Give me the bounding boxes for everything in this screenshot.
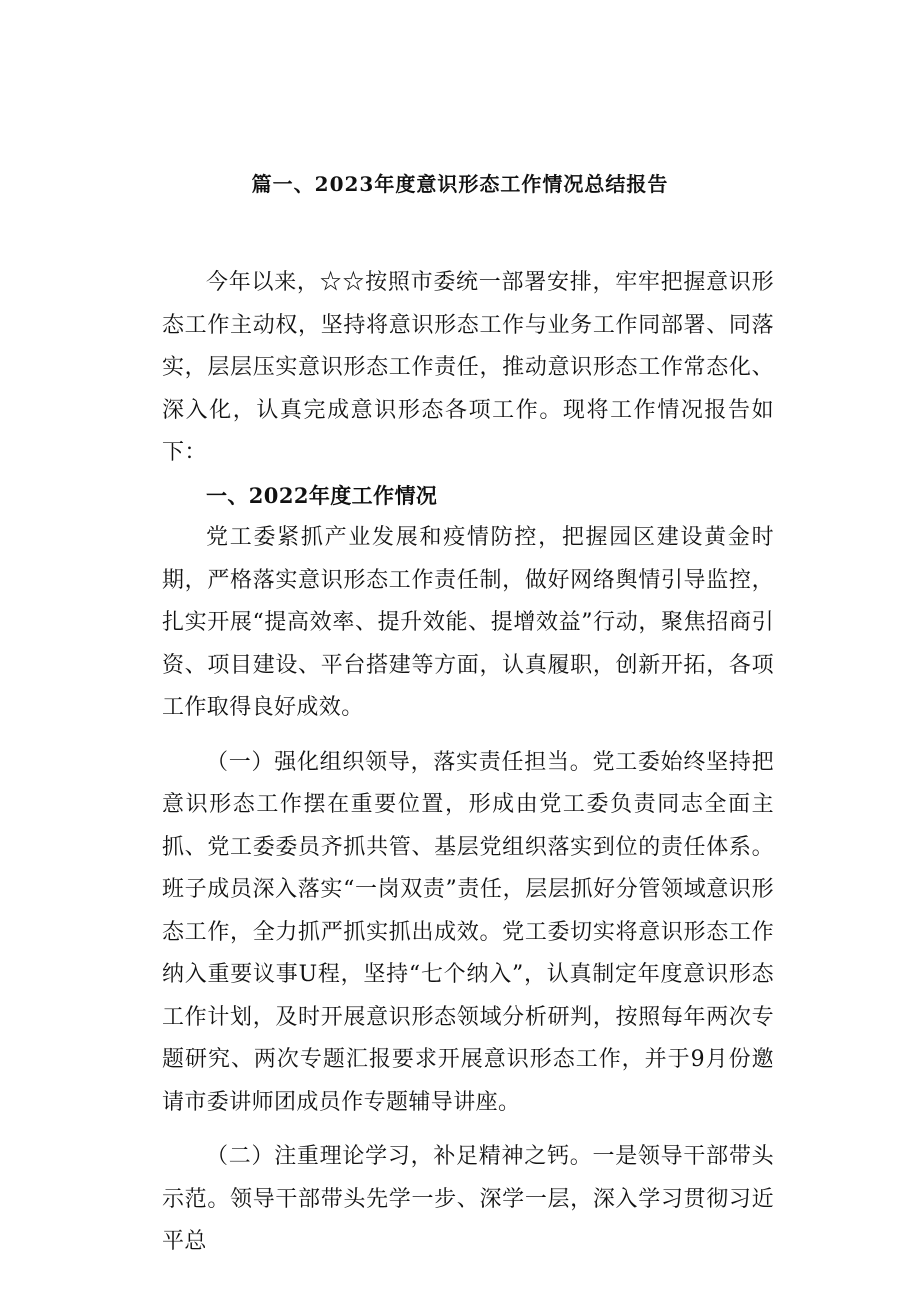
section-heading-1: 一、2022年度工作情况 bbox=[206, 482, 438, 508]
section1-paragraph: 党工委紧抓产业发展和疫情防控，把握园区建设黄金时期，严格落实意识形态工作责任制，做好网络舆情引导监控，扎实开展“提高效率、提升效能、提增效益”行动，聚焦招商引资、项目建设、平台搭建等方面，认真履职，创新开拓，各项工作取得良好成效。 bbox=[162, 525, 774, 720]
document-title: 篇一、2023年度意识形态工作情况总结报告 bbox=[251, 172, 669, 196]
item2-paragraph: （二）注重理论学习，补足精神之钙。一是领导干部带头示范。领导干部带头先学一步、深学一层，深入学习贯彻习近平总 bbox=[162, 1144, 774, 1254]
item1-paragraph: （一）强化组织领导，落实责任担当。党工委始终坚持把意识形态工作摆在重要位置，形成由党工委负责同志全面主抓、党工委委员齐抓共管、基层党组织落实到位的责任体系。班子成员深入落实“一岗双责”责任，层层抓好分管领域意识形态工作，全力抓严抓实抓出成效。党工委切实将意识形态工作纳入重要议事U程，坚持“七个纳入”，认真制定年度意识形态工作计划，及时开展意识形态领域分析研判，按照每年两次专题研究、两次专题汇报要求开展意识形态工作，并于9月份邀请市委讲师团成员作专题辅导讲座。 bbox=[162, 749, 774, 1115]
intro-paragraph: 今年以来，☆☆按照市委统一部署安排，牢牢把握意识形态工作主动权，坚持将意识形态工作与业务工作同部署、同落实，层层压实意识形态工作责任，推动意识形态工作常态化、深入化，认真完成意识形态各项工作。现将工作情况报告如下： bbox=[162, 270, 774, 465]
document-body bbox=[162, 262, 774, 1264]
